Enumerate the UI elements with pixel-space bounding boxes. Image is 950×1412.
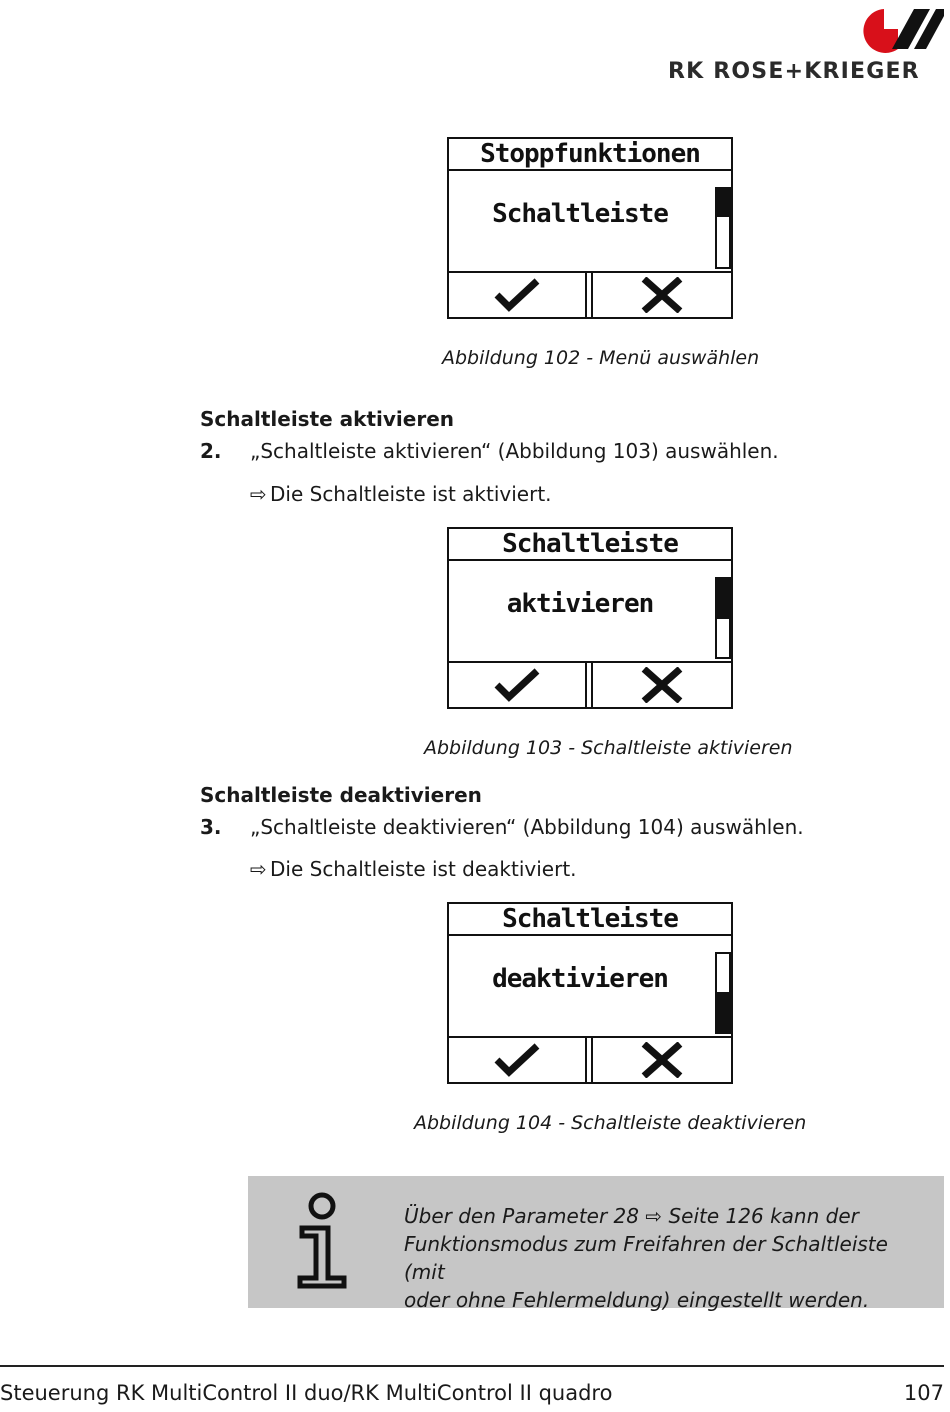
result-text: Die Schaltleiste ist deaktiviert. — [270, 857, 577, 881]
confirm-button[interactable] — [449, 1038, 587, 1082]
result-text: Die Schaltleiste ist aktiviert. — [270, 482, 552, 506]
lcd-value: deaktivieren — [492, 964, 668, 994]
step-text: „Schaltleiste aktivieren“ (Abbildung 103) auswählen. — [250, 439, 779, 463]
note-line: Funktionsmodus zum Freifahren der Schaltleiste (mit — [404, 1232, 888, 1284]
confirm-button[interactable] — [449, 663, 587, 707]
section-heading: Schaltleiste aktivieren — [200, 407, 455, 431]
hollow-arrow-right-icon: ⇨ — [250, 482, 267, 506]
note-line: Über den Parameter 28 ⇨ Seite 126 kann der — [404, 1204, 859, 1228]
lcd-button-row — [449, 271, 731, 317]
rose-krieger-logo-icon — [668, 6, 944, 56]
info-icon — [294, 1190, 350, 1290]
lcd-button-row — [449, 661, 731, 707]
checkmark-icon — [493, 667, 541, 703]
footer-title: Steuerung RK MultiControl II duo/RK MultiControl II quadro — [0, 1381, 613, 1405]
lcd-value: Schaltleiste — [492, 199, 668, 229]
logo-text: RK ROSE+KRIEGER — [668, 59, 920, 84]
scroll-thumb — [717, 579, 729, 619]
step-number: 2. — [200, 439, 222, 463]
cross-icon — [640, 1042, 684, 1078]
note-line: oder ohne Fehlermeldung) eingestellt werden. — [404, 1288, 870, 1312]
info-note — [248, 1176, 944, 1312]
figure-caption: Abbildung 104 - Schaltleiste deaktivieren — [414, 1112, 807, 1134]
figure-caption: Abbildung 102 - Menü auswählen — [442, 347, 760, 369]
lcd-button-row — [449, 1036, 731, 1082]
lcd-title: Stoppfunktionen — [449, 139, 731, 171]
page-number: 107 — [903, 1381, 944, 1405]
footer-divider — [0, 1365, 944, 1367]
section-heading: Schaltleiste deaktivieren — [200, 783, 482, 807]
scroll-thumb — [717, 992, 729, 1032]
cancel-button[interactable] — [591, 273, 731, 317]
checkmark-icon — [493, 1042, 541, 1078]
lcd-scrollbar — [715, 952, 731, 1034]
company-logo — [668, 6, 944, 86]
step-result — [250, 482, 552, 506]
scroll-thumb — [717, 189, 729, 217]
figure-caption: Abbildung 103 - Schaltleiste aktivieren — [424, 737, 793, 759]
cross-icon — [640, 277, 684, 313]
cross-icon — [640, 667, 684, 703]
step-result — [250, 857, 577, 881]
lcd-scrollbar — [715, 577, 731, 659]
hollow-arrow-right-icon: ⇨ — [250, 857, 267, 881]
lcd-title: Schaltleiste — [449, 529, 731, 561]
cancel-button[interactable] — [591, 1038, 731, 1082]
note-text — [404, 1202, 934, 1314]
confirm-button[interactable] — [449, 273, 587, 317]
lcd-value: aktivieren — [506, 589, 654, 619]
step-number: 3. — [200, 815, 222, 839]
lcd-screen-stoppfunktionen — [447, 137, 733, 319]
lcd-screen-aktivieren — [447, 527, 733, 709]
lcd-screen-deaktivieren — [447, 902, 733, 1084]
lcd-scrollbar — [715, 187, 731, 269]
checkmark-icon — [493, 277, 541, 313]
step-text: „Schaltleiste deaktivieren“ (Abbildung 104) auswählen. — [250, 815, 804, 839]
lcd-title: Schaltleiste — [449, 904, 731, 936]
cancel-button[interactable] — [591, 663, 731, 707]
